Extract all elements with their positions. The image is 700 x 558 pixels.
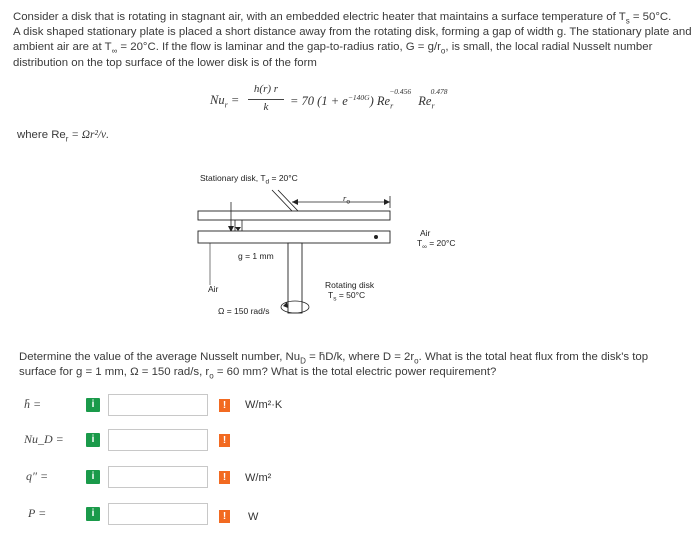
q-input[interactable] bbox=[108, 466, 208, 488]
p-input[interactable] bbox=[108, 503, 208, 525]
p-label: P = bbox=[28, 506, 47, 520]
info-icon[interactable]: i bbox=[86, 470, 100, 484]
ts-label: $T_s = 50^\circ C$ bbox=[328, 290, 366, 303]
gap-label: g = 1 mm bbox=[238, 251, 274, 261]
warning-icon: ! bbox=[219, 471, 230, 484]
warning-icon: ! bbox=[219, 399, 230, 412]
info-icon[interactable]: i bbox=[86, 507, 100, 521]
info-icon[interactable]: i bbox=[86, 398, 100, 412]
omega-label: Ω = 150 rad/s bbox=[218, 306, 270, 316]
tinf-label: $T_\infty = 20^\circ C$ bbox=[417, 238, 456, 251]
problem-line-2: A disk shaped stationary plate is placed a short distance away from the rotating disk, forming a gap of width g. The stationary plate and bbox=[13, 26, 692, 38]
air-right-label: Air bbox=[420, 228, 431, 238]
stationary-disk-label: Stationary disk, $T_d = 20^\circ C$ bbox=[200, 173, 298, 186]
where-clause: where $Re_r = \Omega r^2/\nu$. bbox=[17, 129, 109, 144]
q-label: q″ = bbox=[26, 469, 49, 483]
h-input[interactable] bbox=[108, 394, 208, 416]
question-line-2: surface for g = 1 mm, Ω = 150 rad/s, $r_o = 60$ mm? What is the total electric power requirement? bbox=[19, 366, 497, 381]
h-label: h̄ = bbox=[24, 397, 42, 411]
problem-line-3: ambient air are at $T_\infty = 20^\circ C$. If the flow is laminar and the gap-to-radius ratio, $G = g/r_o$, is small, the local radial Nusselt number bbox=[13, 41, 653, 56]
q-unit: W/m² bbox=[245, 472, 272, 484]
ro-label: $r_o$ bbox=[343, 193, 350, 206]
disk-figure-svg bbox=[180, 180, 410, 315]
problem-line-4: distribution on the top surface of the lower disk is of the form bbox=[13, 57, 317, 69]
warning-icon: ! bbox=[219, 510, 230, 523]
problem-line-1: Consider a disk that is rotating in stagnant air, with an embedded electric heater that maintains a surface temperature of $T_s = 50^\circ C$. bbox=[13, 11, 672, 26]
h-unit: W/m²·K bbox=[245, 399, 283, 411]
air-left-label: Air bbox=[208, 284, 219, 294]
info-icon[interactable]: i bbox=[86, 433, 100, 447]
nu-label: Nu_D = bbox=[24, 432, 64, 446]
nu-input[interactable] bbox=[108, 429, 208, 451]
p-unit: W bbox=[248, 511, 259, 523]
rotating-disk-label: Rotating disk bbox=[325, 280, 375, 290]
question-line-1: Determine the value of the average Nusselt number, $Nu_D$ = h̄D/k, where $D = 2r_o$. What is the total heat flux from the disk's top bbox=[19, 351, 649, 366]
warning-icon: ! bbox=[219, 434, 230, 447]
